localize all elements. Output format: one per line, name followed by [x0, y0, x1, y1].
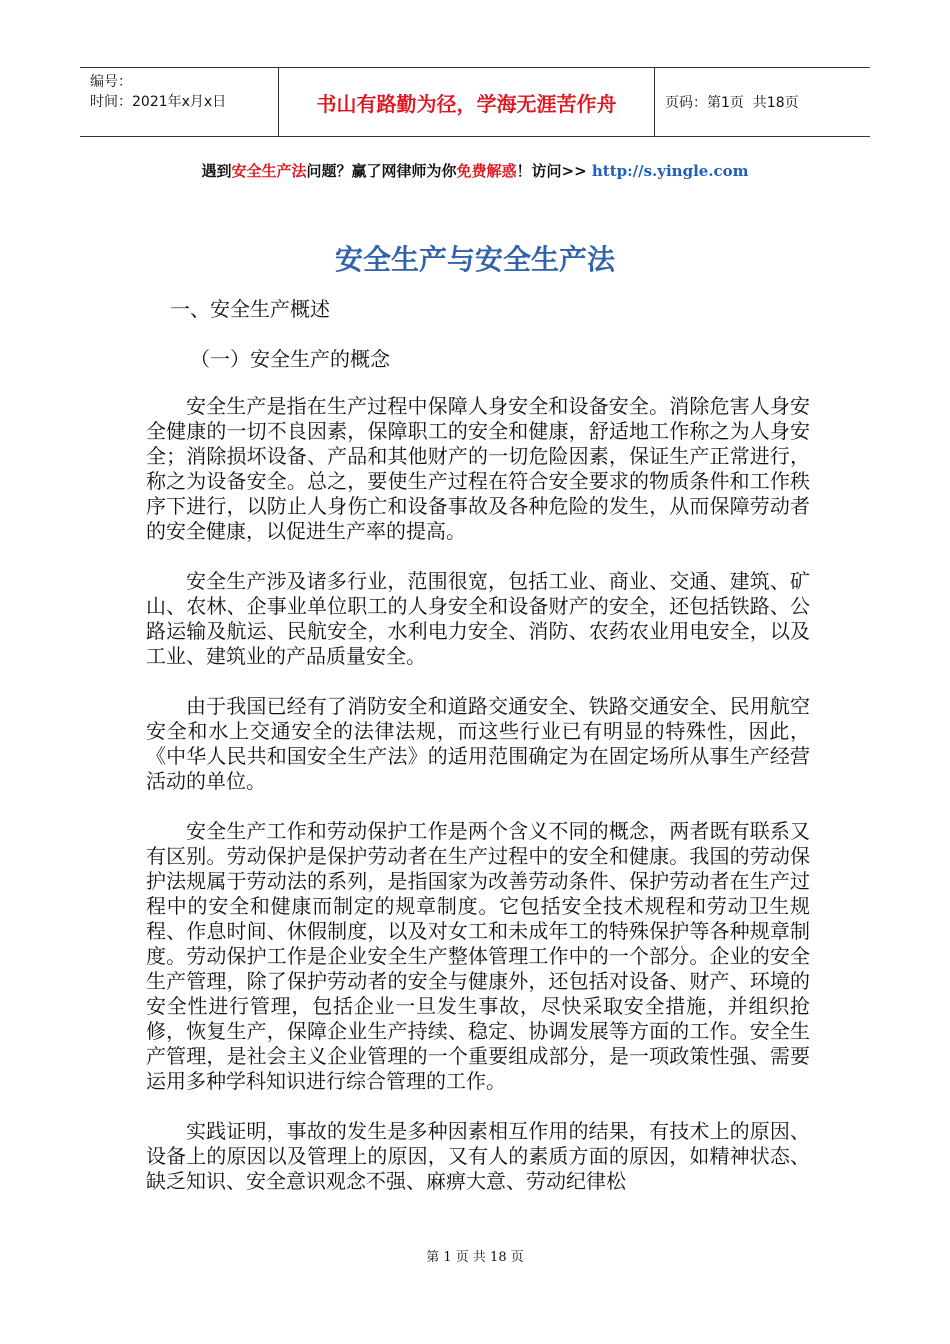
subsection-heading: （一）安全生产的概念: [190, 347, 390, 371]
page-code-text: 页码：第1页 共18页: [665, 95, 799, 111]
header-meta: [80, 68, 279, 136]
number-label: 编号：: [90, 74, 132, 90]
document-body: [146, 394, 810, 1219]
promo-highlight-free: 免费解惑: [456, 162, 517, 180]
time-label: 时间：2021年x月x日: [90, 94, 227, 110]
paragraph: 安全生产是指在生产过程中保障人身安全和设备安全。消除危害人身安全健康的一切不良因素，保障职工的安全和健康，舒适地工作称之为人身安全；消除损坏设备、产品和其他财产的一切危险因素，保证生产正常进行，称之为设备安全。总之，要使生产过程在符合安全要求的物质条件和工作秩序下进行，以防止人身伤亡和设备事故及各种危险的发生，从而保障劳动者的安全健康，以促进生产率的提高。: [146, 394, 810, 543]
paragraph: 由于我国已经有了消防安全和道路交通安全、铁路交通安全、民用航空安全和水上交通安全的法律法规，而这些行业已有明显的特殊性，因此，《中华人民共和国安全生产法》的适用范围确定为在固定场所从事生产经营活动的单位。: [146, 694, 810, 793]
header-table: [80, 67, 870, 137]
page-code: [655, 68, 870, 136]
promo-text-1: 遇到: [201, 162, 232, 180]
motto: 书山有路勤为径，学海无涯苦作舟: [279, 68, 655, 136]
paragraph: 实践证明，事故的发生是多种因素相互作用的结果，有技术上的原因、设备上的原因以及管理上的原因，又有人的素质方面的原因，如精神状态、缺乏知识、安全意识观念不强、麻痹大意、劳动纪律松: [146, 1119, 810, 1193]
paragraph: 安全生产涉及诸多行业，范围很宽，包括工业、商业、交通、建筑、矿山、农林、企事业单位职工的人身安全和设备财产的安全，还包括铁路、公路运输及航运、民航安全，水利电力安全、消防、农药农业用电安全，以及工业、建筑业的产品质量安全。: [146, 569, 810, 668]
paragraph: 安全生产工作和劳动保护工作是两个含义不同的概念，两者既有联系又有区别。劳动保护是保护劳动者在生产过程中的安全和健康。我国的劳动保护法规属于劳动法的系列，是指国家为改善劳动条件、保护劳动者在生产过程中的安全和健康而制定的规章制度。它包括安全技术规程和劳动卫生规程、作息时间、休假制度，以及对女工和未成年工的特殊保护等各种规章制度。劳动保护工作是企业安全生产整体管理工作中的一个部分。企业的安全生产管理，除了保护劳动者的安全与健康外，还包括对设备、财产、环境的安全性进行管理，包括企业一旦发生事故，尽快采取安全措施，并组织抢修，恢复生产，保障企业生产持续、稳定、协调发展等方面的工作。安全生产管理，是社会主义企业管理的一个重要组成部分，是一项政策性强、需要运用多种学科知识进行综合管理的工作。: [146, 819, 810, 1093]
page-footer: 第 1 页 共 18 页: [426, 1250, 524, 1265]
promo-highlight-law: 安全生产法: [231, 162, 307, 180]
promo-text-2: 问题？赢了网律师为你: [306, 162, 457, 180]
promo-link[interactable]: http://s.yingle.com: [591, 162, 749, 180]
section-heading: 一、安全生产概述: [170, 297, 330, 321]
promo-line: [0, 160, 950, 181]
document-title: 安全生产与安全生产法: [334, 243, 615, 276]
promo-text-3: ！访问>>: [516, 162, 592, 180]
